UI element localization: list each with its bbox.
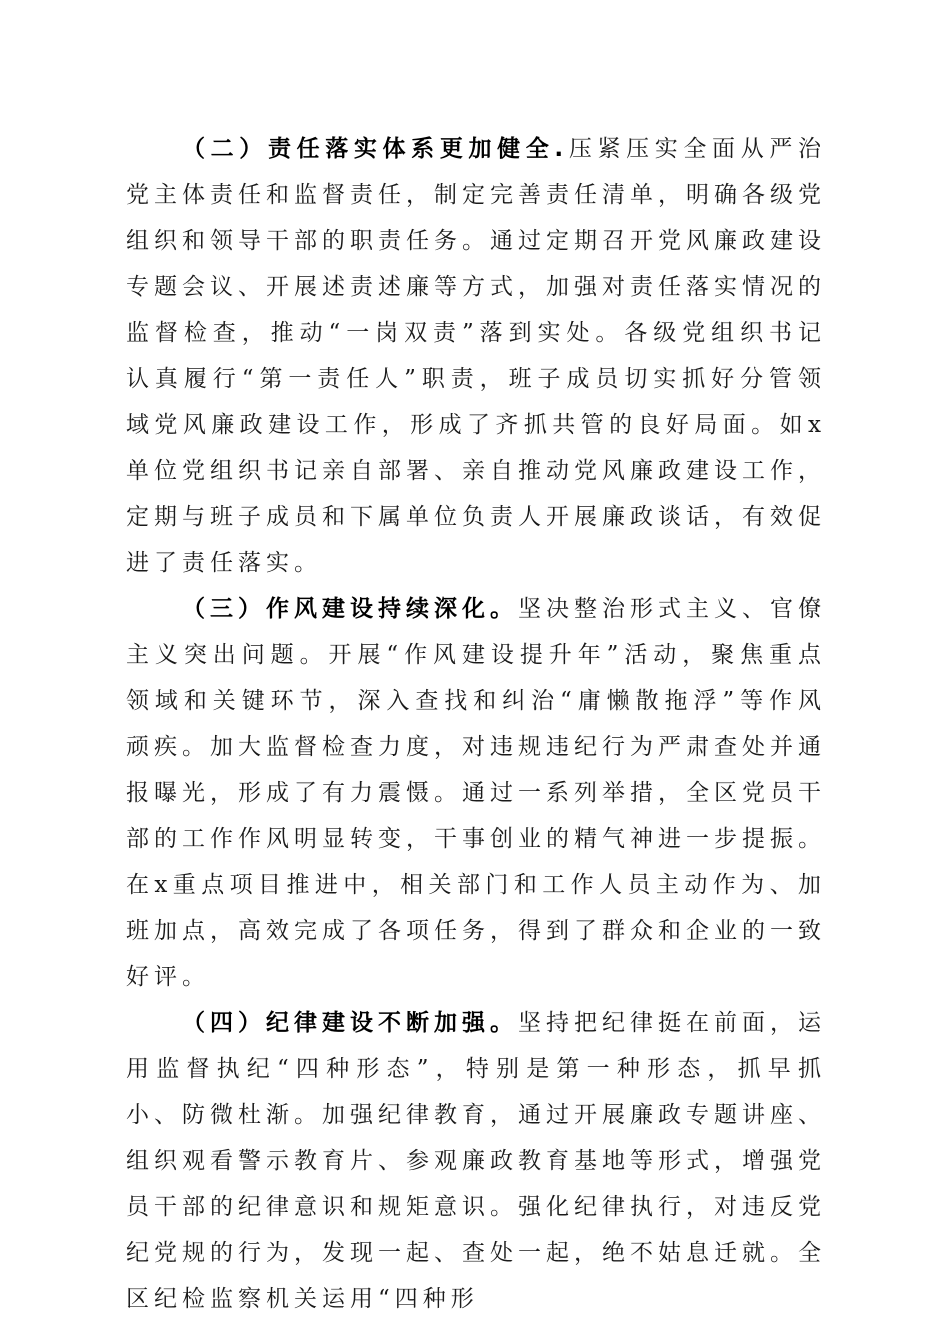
paragraph-heading: （三）作风建设持续深化。	[182, 596, 518, 622]
paragraph-text: 坚决整治形式主义、官僚主义突出问题。开展“作风建设提升年”活动，聚焦重点领域和关键环节，深入查找和纠治“庸懒散拖浮”等作风顽疾。加大监督检查力度，对违规违纪行为严肃查处并通报曝光，形成了有力震慑。通过一系列举措，全区党员干部的工作作风明显转变，干事创业的精气神进一步提振。在x重点项目推进中，相关部门和工作人员主动作为、加班加点，高效完成了各项任务，得到了群众和企业的一致好评。	[126, 596, 826, 990]
paragraph-heading: （四）纪律建设不断加强。	[182, 1010, 518, 1036]
paragraph-heading: （二）责任落实体系更加健全.	[182, 136, 569, 162]
paragraph-responsibility	[126, 126, 826, 586]
paragraph-discipline	[126, 1000, 826, 1322]
document-body	[126, 126, 826, 1322]
paragraph-text: 压紧压实全面从严治党主体责任和监督责任，制定完善责任清单，明确各级党组织和领导干部的职责任务。通过定期召开党风廉政建设专题会议、开展述责述廉等方式，加强对责任落实情况的监督检查，推动“一岗双责”落到实处。各级党组织书记认真履行“第一责任人”职责，班子成员切实抓好分管领域党风廉政建设工作，形成了齐抓共管的良好局面。如x单位党组织书记亲自部署、亲自推动党风廉政建设工作，定期与班子成员和下属单位负责人开展廉政谈话，有效促进了责任落实。	[126, 136, 827, 576]
paragraph-text: 坚持把纪律挺在前面，运用监督执纪“四种形态”，特别是第一种形态，抓早抓小、防微杜渐。加强纪律教育，通过开展廉政专题讲座、组织观看警示教育片、参观廉政教育基地等形式，增强党员干部的纪律意识和规矩意识。强化纪律执行，对违反党纪党规的行为，发现一起、查处一起，绝不姑息迁就。全区纪检监察机关运用“四种形	[126, 1010, 826, 1312]
paragraph-work-style	[126, 586, 826, 1000]
